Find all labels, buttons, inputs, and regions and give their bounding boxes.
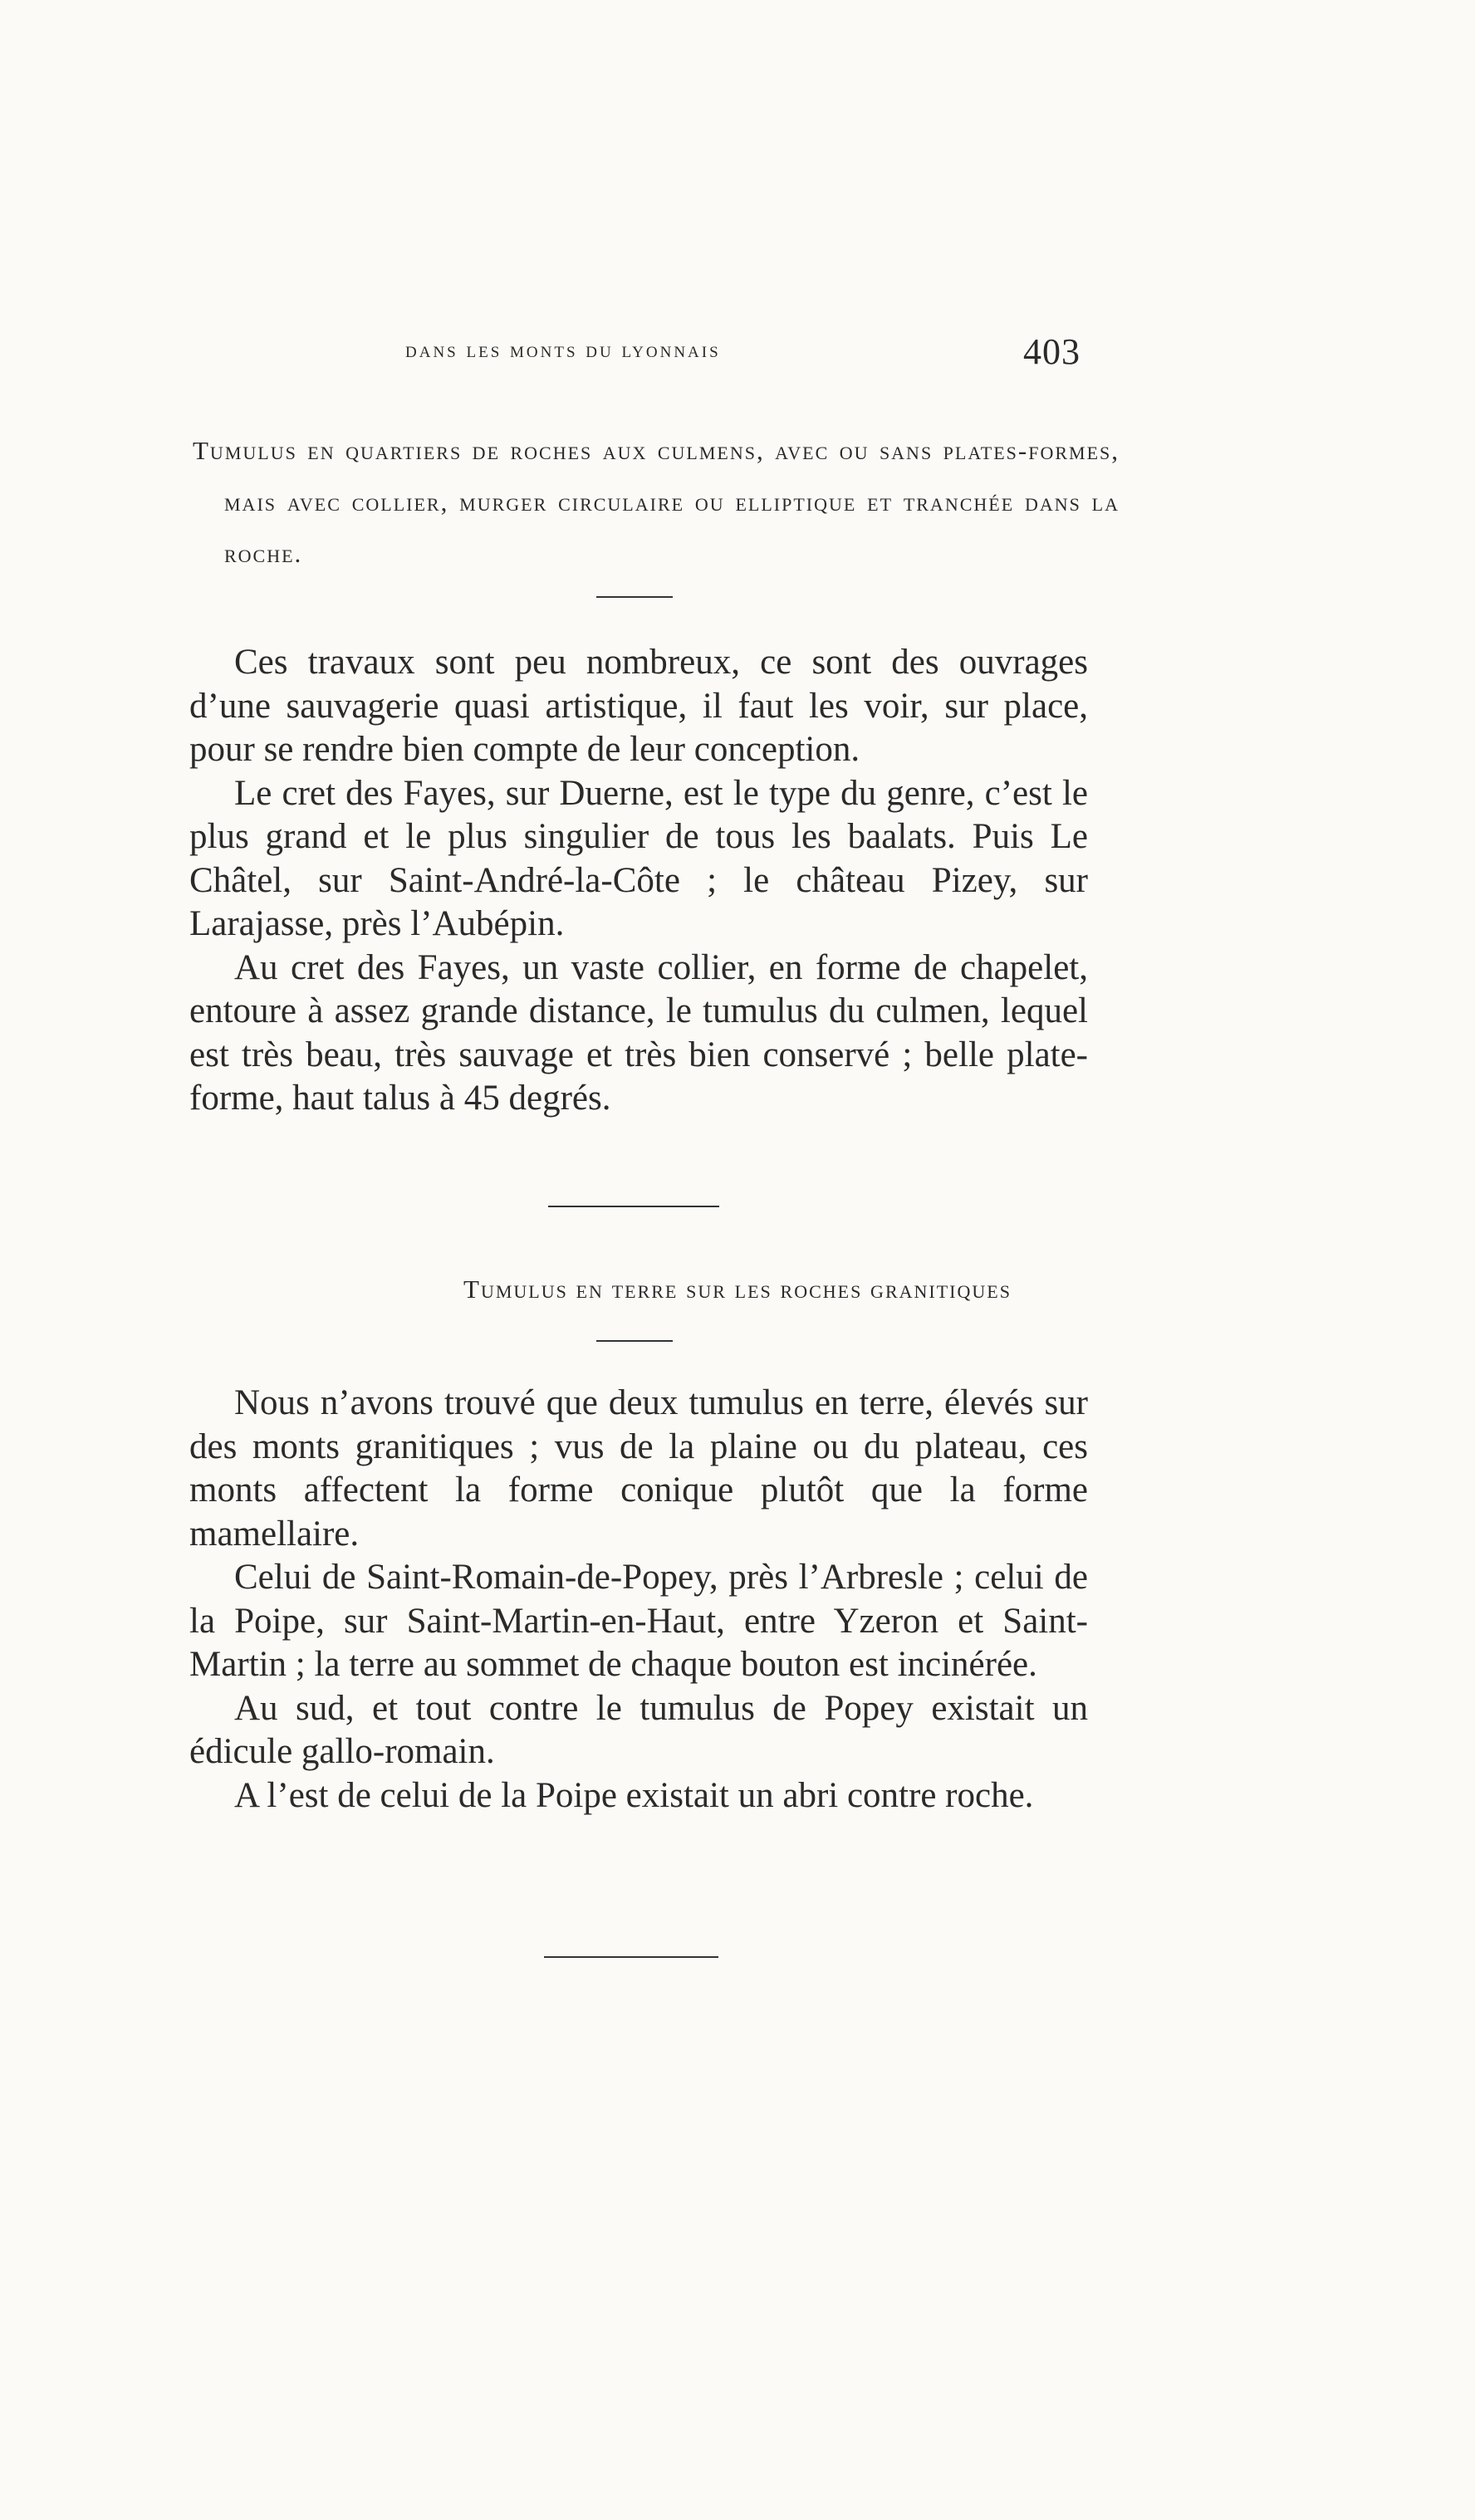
section-divider (544, 1956, 718, 1958)
section-2-heading: Tumulus en terre sur les roches granitiques (463, 1275, 1012, 1304)
section-1-heading: Tumulus en quartiers de roches aux culmens, avec ou sans plates-formes, mais avec collier, murger circulaire ou elliptique et tranchée dans la roche. (193, 436, 1120, 568)
paragraph: Au cret des Fayes, un vaste collier, en forme de chapelet, entoure à assez grande distance, le tumulus du culmen, lequel est très beau, très sauvage et très bien conservé ; belle plate-forme, haut talus à 45 degrés. (189, 947, 1088, 1118)
heading-rule (596, 596, 673, 598)
section-2-body (189, 1382, 1088, 1818)
paragraph: A l’est de celui de la Poipe existait un abri contre roche. (234, 1775, 1034, 1815)
page-number: 403 (1023, 331, 1081, 372)
paragraph: Le cret des Fayes, sur Duerne, est le type du genre, c’est le plus grand et le plus singulier de tous les baalats. Puis Le Châtel, sur Saint-André-la-Côte ; le château Pizey, sur Larajasse, près l’Aubépin. (189, 773, 1088, 943)
paragraph: Ces travaux sont peu nombreux, ce sont des ouvrages d’une sauvagerie quasi artistique, il faut les voir, sur place, pour se rendre bien compte de leur conception. (189, 643, 1088, 769)
paragraph: Celui de Saint-Romain-de-Popey, près l’Arbresle ; celui de la Poipe, sur Saint-Martin-en-Haut, entre Yzeron et Saint-Martin ; la terre au sommet de chaque bouton est incinérée. (189, 1558, 1088, 1684)
section-divider (548, 1206, 719, 1207)
section-1-body (189, 641, 1088, 1121)
heading-rule (596, 1340, 673, 1342)
paragraph: Nous n’avons trouvé que deux tumulus en terre, élevés sur des monts granitiques ; vus de la plaine ou du plateau, ces monts affectent la forme conique plutôt que la forme mamellaire. (189, 1383, 1088, 1554)
paragraph: Au sud, et tout contre le tumulus de Popey existait un édicule gallo-romain. (189, 1688, 1088, 1771)
running-head (0, 330, 1475, 380)
running-title: dans les monts du lyonnais (405, 337, 721, 362)
